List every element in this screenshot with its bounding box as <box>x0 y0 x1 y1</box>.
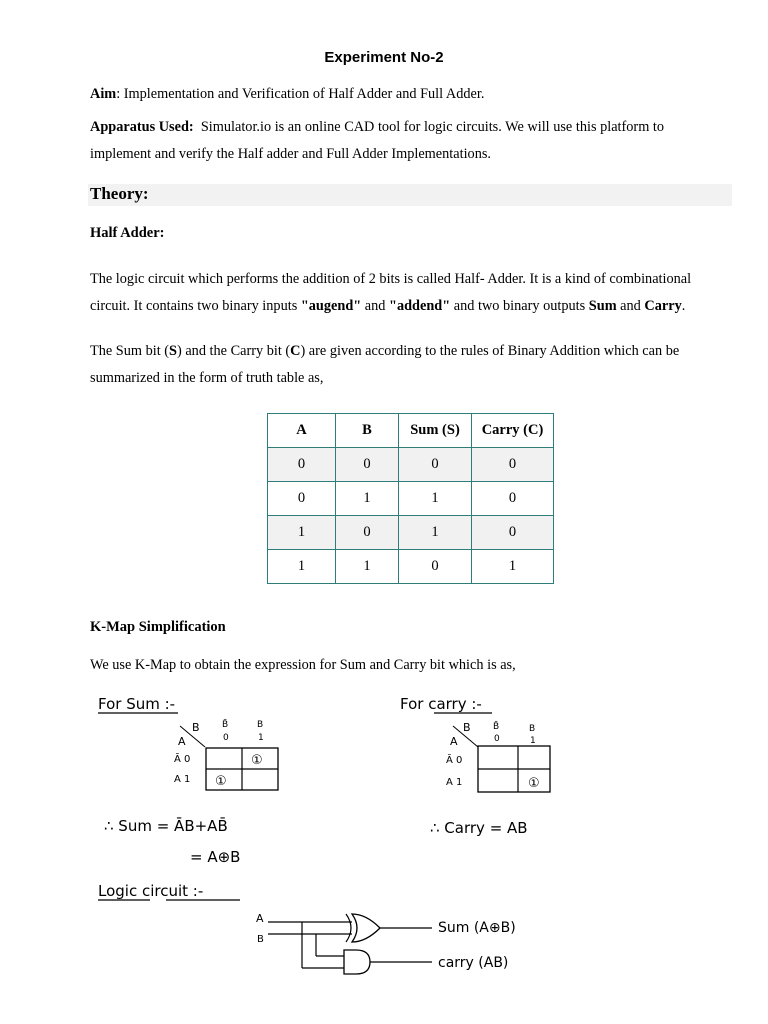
addend-term: "addend" <box>389 298 451 314</box>
cell-sum: 1 <box>399 516 472 550</box>
cell-b: 1 <box>336 550 399 584</box>
para2-text: ) and the Carry bit ( <box>176 343 291 359</box>
apparatus-line1: Simulator.io is an online CAD tool for logic circuits. We will use this platform to <box>200 119 665 135</box>
cell-a: 1 <box>268 550 336 584</box>
kmap-col-label: 1 <box>530 736 536 746</box>
table-row <box>268 516 554 550</box>
header-b: B <box>336 414 399 448</box>
cell-sum: 0 <box>399 550 472 584</box>
s-term: S <box>169 343 177 359</box>
cell-carry: 0 <box>472 482 554 516</box>
for-sum-label: For Sum :- <box>98 695 176 713</box>
kmap-var-a: A <box>178 735 186 748</box>
table-row <box>268 550 554 584</box>
para1-text: . <box>681 298 686 314</box>
augend-term: "augend" <box>300 298 362 314</box>
kmap-col-label: 0 <box>223 733 229 743</box>
carry-kmap <box>446 720 550 792</box>
kmap-one: ① <box>215 774 227 789</box>
c-term: C <box>290 343 301 359</box>
xor-gate-back <box>346 914 351 942</box>
kmap-col-label: 1 <box>258 733 264 743</box>
input-b-label: B <box>257 934 264 945</box>
para2-line2: summarized in the form of truth table as, <box>90 370 324 386</box>
para1-line1: The logic circuit which performs the addition of 2 bits is called Half- Adder. It is a kind of combinational <box>90 271 692 287</box>
kmap-row-label: A 1 <box>446 777 463 788</box>
sum-term: Sum <box>588 298 617 314</box>
kmap-var-b: B <box>192 721 200 734</box>
kmap-col-label: B <box>529 724 536 734</box>
aim-text: : Implementation and Verification of Half Adder and Full Adder. <box>116 86 485 102</box>
kmap-heading: K-Map Simplification <box>90 619 226 635</box>
input-a-label: A <box>256 912 264 925</box>
kmap-col-label: B̄ <box>222 720 229 730</box>
and-gate <box>344 950 370 974</box>
cell-b: 0 <box>336 448 399 482</box>
sum-output-label: Sum (A⊕B) <box>438 920 516 936</box>
sum-equation: ∴ Sum = ĀB+AB̄ <box>104 817 228 835</box>
handwritten-figure <box>0 680 768 1024</box>
kmap-col-label: 0 <box>494 734 500 744</box>
cell-sum: 0 <box>399 448 472 482</box>
kmap-intro: We use K-Map to obtain the expression for Sum and Carry bit which is as, <box>90 657 516 673</box>
table-row <box>268 448 554 482</box>
header-a: A <box>268 414 336 448</box>
sum-carry-paragraph <box>90 338 740 392</box>
para1-text: and <box>616 298 645 314</box>
kmap-row-label: A 1 <box>174 774 191 785</box>
para2-text: ) are given according to the rules of Binary Addition which can be <box>300 343 680 359</box>
apparatus-label: Apparatus Used: <box>90 119 194 135</box>
para2-text: The Sum bit ( <box>90 343 170 359</box>
carry-equation: ∴ Carry = AB <box>430 819 528 837</box>
kmap-one: ① <box>251 753 263 768</box>
apparatus-paragraph <box>90 114 740 168</box>
page-title: Experiment No-2 <box>324 49 444 66</box>
cell-a: 1 <box>268 516 336 550</box>
theory-heading: Theory: <box>90 184 149 203</box>
carry-term: Carry <box>644 298 682 314</box>
cell-b: 0 <box>336 516 399 550</box>
apparatus-line2: implement and verify the Half adder and Full Adder Implementations. <box>90 146 491 162</box>
for-carry-label: For carry :- <box>400 695 482 713</box>
table-row <box>268 482 554 516</box>
logic-circuit-label: Logic circuit :- <box>98 882 204 900</box>
cell-sum: 1 <box>399 482 472 516</box>
kmap-row-label: Ā 0 <box>446 755 463 766</box>
header-sum: Sum (S) <box>399 414 472 448</box>
half-adder-circuit <box>256 912 516 974</box>
para1-text: and two binary outputs <box>450 298 589 314</box>
truth-table-header-row <box>268 414 554 448</box>
cell-a: 0 <box>268 482 336 516</box>
cell-carry: 1 <box>472 550 554 584</box>
cell-a: 0 <box>268 448 336 482</box>
theory-heading-background <box>88 184 732 206</box>
cell-carry: 0 <box>472 448 554 482</box>
aim-paragraph <box>90 81 740 108</box>
kmap-col-label: B <box>257 720 264 730</box>
sum-kmap <box>174 718 278 790</box>
cell-b: 1 <box>336 482 399 516</box>
carry-output-label: carry (AB) <box>438 955 509 971</box>
kmap-row-label: Ā 0 <box>174 754 191 765</box>
half-adder-heading: Half Adder: <box>90 225 165 241</box>
sum-equation-xor: = A⊕B <box>190 848 241 866</box>
half-adder-paragraph <box>90 266 740 320</box>
cell-carry: 0 <box>472 516 554 550</box>
kmap-var-b: B <box>463 721 471 734</box>
para1-text: circuit. It contains two binary inputs <box>90 298 301 314</box>
header-carry: Carry (C) <box>472 414 554 448</box>
truth-table <box>267 413 554 584</box>
para1-text: and <box>361 298 390 314</box>
kmap-one: ① <box>528 776 540 791</box>
kmap-col-label: B̄ <box>493 722 500 732</box>
aim-label: Aim <box>90 86 117 102</box>
kmap-var-a: A <box>450 735 458 748</box>
xor-gate <box>352 914 380 942</box>
